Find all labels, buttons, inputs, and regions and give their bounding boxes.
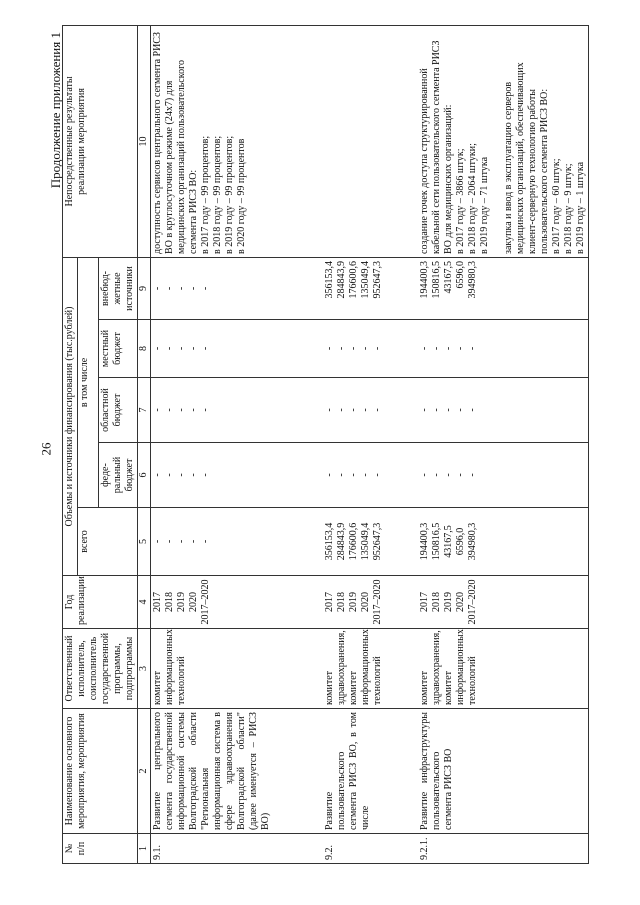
row-number: 9.2.1. xyxy=(418,834,589,864)
result-text: доступность сервисов центрального сегмента РИСЗ ВО в круглосуточном режиме (24x7) для медицинских организаций пользовательского сегмента РИСЗ ВО: в 2017 году – 99 процентов; в 2018 году – 99 процентов; в 2019 году – 99 процентов; в 2020 году – 99 процентов xyxy=(151,25,323,257)
extra-values: 194400,3 150816,5 43167,5 6596,0 394980,3 xyxy=(418,257,589,319)
header-funding: Объемы и источники финансирования (тыс.рублей) xyxy=(63,257,78,575)
local-values: - - - - - xyxy=(151,320,323,378)
regional-values: - - - - - xyxy=(418,378,589,443)
header-responsible: Ответственный исполнитель, соисполнитель государственной программы, подпрограммы xyxy=(63,629,138,709)
responsible: комитет информационных технологий xyxy=(151,629,323,709)
header-year: Год реализации xyxy=(63,576,138,629)
header-total: всего xyxy=(78,508,138,576)
local-values: - - - - - xyxy=(323,320,418,378)
federal-values: - - - - - xyxy=(418,443,589,508)
table-row xyxy=(323,25,418,863)
col-number: 3 xyxy=(138,629,151,709)
years: 2017 2018 2019 2020 2017–2020 xyxy=(323,576,418,629)
regional-values: - - - - - xyxy=(151,378,323,443)
result-text xyxy=(323,25,418,257)
federal-values: - - - - - xyxy=(151,443,323,508)
row-number: 9.2. xyxy=(323,834,418,864)
total-values: - - - - - xyxy=(151,508,323,576)
header-num: № п/п xyxy=(63,834,138,864)
header-regional: областной бюджет xyxy=(99,378,138,443)
header-federal: феде- ральный бюджет xyxy=(99,443,138,508)
header-extra: внебюд- жетные источники xyxy=(99,257,138,319)
col-number: 8 xyxy=(138,320,151,378)
regional-values: - - - - - xyxy=(323,378,418,443)
measure-name: Развитие центрального сегмента государственной информационной системы Волгоградской области "Региональная информационная система в сфере здравоохранения Волгоградской области" (далее именуется – РИСЗ ВО) xyxy=(151,709,323,834)
total-values: 356153,4 284843,9 176600,6 135049,4 952647,3 xyxy=(323,508,418,576)
col-number: 5 xyxy=(138,508,151,576)
page-number: 26 xyxy=(38,442,54,456)
responsible: комитет здравоохранения, комитет информационных технологий xyxy=(323,629,418,709)
header-row xyxy=(63,25,78,863)
responsible: комитет здравоохранения, комитет информационных технологий xyxy=(418,629,589,709)
measures-table xyxy=(62,25,589,864)
col-number: 4 xyxy=(138,576,151,629)
result-text: создание точек доступа структурированной кабельной сети пользовательского сегмента РИСЗ ВО для медицинских организаций: в 2017 году – 3866 штук; в 2018 году – 2064 штуки; в 2019 году – 71 штука закупка и ввод в эксплуатацию серверов медицинских организаций, обеспечивающих клиент-серверную технологию работы пользовательского сегмента РИСЗ ВО: в 2017 году – 60 штук; в 2018 году – 9 штук; в 2019 году – 1 штука xyxy=(418,25,589,257)
col-number: 6 xyxy=(138,443,151,508)
extra-values: - - - - - xyxy=(151,257,323,319)
total-values: 194400,3 150816,5 43167,5 6596,0 394980,3 xyxy=(418,508,589,576)
col-number: 2 xyxy=(138,709,151,834)
header-name: Наименование основного мероприятия, мероприятия xyxy=(63,709,138,834)
measure-name: Развитие инфраструктуры пользовательского сегмента РИСЗ ВО xyxy=(418,709,589,834)
col-number: 9 xyxy=(138,257,151,319)
local-values: - - - - - xyxy=(418,320,589,378)
header-local: местный бюджет xyxy=(99,320,138,378)
col-number: 10 xyxy=(138,25,151,257)
years: 2017 2018 2019 2020 2017–2020 xyxy=(418,576,589,629)
document-sheet xyxy=(44,26,608,876)
header-incl: в том числе xyxy=(78,257,99,507)
col-number: 7 xyxy=(138,378,151,443)
table-row xyxy=(418,25,589,863)
extra-values: 356153,4 284843,9 176600,6 135049,4 952647,3 xyxy=(323,257,418,319)
column-number-row xyxy=(138,25,151,863)
col-number: 1 xyxy=(138,834,151,864)
years: 2017 2018 2019 2020 2017–2020 xyxy=(151,576,323,629)
measure-name: Развитие пользовательского сегмента РИСЗ ВО, в том числе xyxy=(323,709,418,834)
federal-values: - - - - - xyxy=(323,443,418,508)
continuation-title: Продолжение приложения 1 xyxy=(48,32,63,189)
header-result: Непосредственные результаты реализации мероприятия xyxy=(63,25,138,257)
table-row xyxy=(151,25,323,863)
row-number: 9.1. xyxy=(151,834,323,864)
